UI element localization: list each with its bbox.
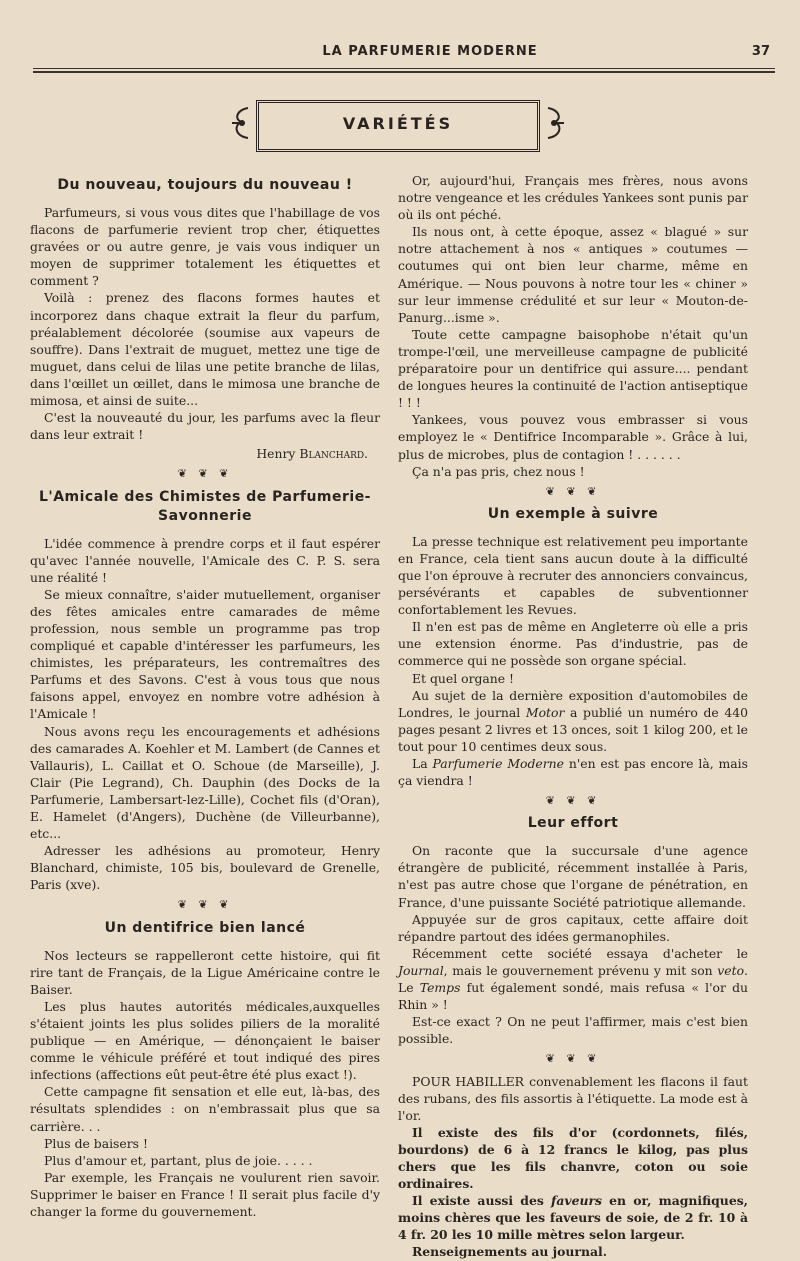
right-column — [398, 172, 748, 1261]
journal-name: Parfumerie Moderne — [432, 756, 564, 771]
paragraph — [398, 755, 748, 789]
paragraph: Nous avons reçu les encouragements et adhésions des camarades A. Koehler et M. Lambert (de Cannes et Vallauris), L. Caillat et O. Schoue (de Marseille), J. Clair (Pie Legrand), Ch. Dauphin (des Docks de la Parfumerie, Lambersart-lez-Lille), Cochet fils (d'Oran), E. Hamelet (d'Angers), Duchène (de Villeurbanne), etc... — [30, 723, 380, 842]
emphasis: faveurs — [551, 1193, 602, 1209]
paragraph: Se mieux connaître, s'aider mutuellement, organiser des fêtes amicales entre camarades de même profession, nous semble un programme pas trop compliqué et capable d'intéresser les parfumeurs, les chimistes, les préparateurs, les contremaîtres des Parfums et des Savons. C'est à vous tous que nous faisons appel, envoyez en nombre votre adhésion à l'Amicale ! — [30, 586, 380, 722]
paragraph: Ça n'a pas pris, chez nous ! — [412, 463, 585, 479]
paragraph — [398, 945, 748, 1013]
paragraph: Cette campagne fit sensation et elle eut, là-bas, des résultats splendides : on n'embrassait plus que sa carrière. . . — [30, 1084, 380, 1134]
paragraph — [398, 687, 748, 755]
section-banner — [228, 96, 568, 154]
signature — [30, 445, 380, 462]
paragraph: La presse technique est relativement peu importante en France, cela tient sans aucun doute à la difficulté que l'on éprouve à recruter des annonciers convaincus, persévérants et capables de subventionner confortablement les Revues. — [398, 533, 748, 618]
text-run: La — [412, 756, 433, 771]
signature-first-name: Henry — [256, 446, 296, 462]
text-run: Récemment cette société essaya d'acheter le — [412, 945, 748, 961]
fleuron-right-icon — [542, 104, 568, 142]
article-title: L'Amicale des Chimistes de Parfumerie-Savonnerie — [39, 488, 371, 524]
journal-name: Journal — [398, 962, 444, 978]
banner-frame — [256, 100, 540, 152]
paragraph: Or, aujourd'hui, Français mes frères, nous avons notre vengeance et les crédules Yankees sont punis par où ils ont péché. — [398, 173, 748, 223]
paragraph: Il existe des fils d'or (cordonnets, filés, bourdons) de 6 à 12 francs le kilog, pas plus chers que les fils chanvre, coton ou soie ordinaires. — [398, 1124, 748, 1192]
paragraph: On raconte que la succursale d'une agence étrangère de publicité, récemment installée à Paris, n'est pas autre chose que l'organe de pénétration, en France, d'une puissante Société patriotique allemande. — [398, 843, 748, 910]
paragraph: Yankees, vous pouvez vous embrasser si vous employez le « Dentifrice Incomparable ». Grâce à lui, plus de microbes, plus de contagion ! . . . . . . — [398, 412, 748, 462]
text-run: a publié un numéro de 440 pages pesant 2 livres et 13 onces, soit 1 kilog 200, et le tout pour 10 centimes deux sous. — [398, 704, 748, 754]
section-ornament: ❦ ❦ ❦ — [177, 467, 233, 481]
paragraph: Voilà : prenez des flacons formes hautes et incorporez dans chaque extrait la fleur du parfum, préalablement décolorée (soumise aux vapeurs de souffre). Dans l'extrait de muguet, mettez une tige de muguet, dans celui de lilas une petite branche de lilas, dans l'œillet un œillet, dans le mimosa une branche de mimosa, et ainsi de suite... — [30, 290, 380, 409]
text-run: en or, magnifiques, moins chères que les faveurs de soie, de 2 fr. 10 à 4 fr. 20 les 10 mille mètres selon largeur. — [398, 1193, 748, 1243]
text-run: Il existe aussi des — [412, 1193, 552, 1209]
section-ornament: ❦ ❦ ❦ — [545, 1052, 601, 1066]
paragraph: Et quel organe ! — [412, 670, 515, 686]
fleuron-left-icon — [228, 104, 254, 142]
text-run: n'en est pas encore là, mais ça viendra ! — [398, 756, 748, 789]
paragraph: POUR HABILLER convenablement les flacons il faut des rubans, des fils assortis à l'étiquette. La mode est à l'or. — [398, 1073, 748, 1123]
journal-name: Temps — [419, 980, 461, 996]
left-column — [30, 172, 380, 1220]
header-rule — [33, 68, 775, 69]
page-number: 37 — [751, 44, 770, 59]
article-title: Du nouveau, toujours du nouveau ! — [57, 177, 353, 193]
text-run: , mais le gouvernement prévenu y mit son — [443, 962, 718, 978]
paragraph: L'idée commence à prendre corps et il faut espérer qu'avec l'année nouvelle, l'Amicale des C. P. S. sera une réalité ! — [30, 535, 380, 585]
paragraph: Plus de baisers ! — [44, 1135, 148, 1151]
paragraph: Les plus hautes autorités médicales,auxquelles s'étaient joints les plus solides piliers de la moralité publique — en Amérique, — dénonçaient le baiser comme le véhicule préféré et tout indiqué des pires infections (affections eût peut-être été plus exact !). — [30, 998, 380, 1083]
paragraph: Appuyée sur de gros capitaux, cette affaire doit répandre partout des idées germanophiles. — [398, 911, 748, 944]
paragraph: Par exemple, les Français ne voulurent rien savoir. Supprimer le baiser en France ! Il serait plus facile d'y changer la forme du gouvernement. — [30, 1169, 380, 1219]
journal-name: Motor — [525, 704, 565, 720]
header-rule-thick — [33, 71, 775, 73]
paragraph: Est-ce exact ? On ne peut l'affirmer, mais c'est bien possible. — [398, 1014, 748, 1047]
paragraph: C'est la nouveauté du jour, les parfums avec la fleur dans leur extrait ! — [30, 410, 380, 443]
section-ornament: ❦ ❦ ❦ — [545, 794, 601, 808]
journal-title: LA PARFUMERIE MODERNE — [322, 44, 538, 59]
emphasis: veto — [717, 962, 745, 978]
section-ornament: ❦ ❦ ❦ — [545, 484, 601, 498]
text-run: . Le — [398, 962, 748, 996]
article-title: Un exemple à suivre — [487, 505, 659, 522]
article-title: Un dentifrice bien lancé — [104, 919, 306, 936]
paragraph: Il n'en est pas de même en Angleterre où elle a pris une extension énorme. Pas d'industrie, pas de commerce qui ne possède son organe spécial. — [398, 619, 748, 669]
paragraph: Nos lecteurs se rappelleront cette histoire, qui fit rire tant de Français, de la Ligue Américaine contre le Baiser. — [30, 947, 380, 997]
paragraph: Plus d'amour et, partant, plus de joie. . . . . — [44, 1152, 313, 1168]
paragraph: Adresser les adhésions au promoteur, Henry Blanchard, chimiste, 105 bis, boulevard de Grenelle, Paris (xve). — [30, 843, 380, 893]
paragraph — [398, 1192, 748, 1243]
signature-last-name: Blanchard. — [299, 446, 368, 462]
text-run: Au sujet de la dernière exposition d'automobiles de Londres, le journal — [398, 687, 748, 720]
paragraph: Ils nous ont, à cette époque, assez « blagué » sur notre attachement à nos « antiques » coutumes — coutumes qui ont bien leur charme, même en Amérique. — Nous pouvons à notre tour les « chiner » sur leur immense crédulité et sur leur « Mouton-de-Panurg...isme ». — [398, 224, 748, 325]
paragraph: Parfumeurs, si vous vous dites que l'habillage de vos flacons de parfumerie revient trop cher, étiquettes gravées or ou autre genre, je vais vous indiquer un moyen de supprimer totalement les étiquettes et comment ? — [30, 205, 380, 289]
paragraph: Toute cette campagne baisophobe n'était qu'un trompe-l'œil, une merveilleuse campagne de publicité préparatoire pour un dentifrice qui assure.... pendant de longues heures la continuité de l'action antiseptique ! ! ! — [398, 326, 748, 411]
text-run: fut également sondé, mais refusa « l'or du Rhin » ! — [398, 980, 748, 1013]
article-title: Leur effort — [527, 815, 619, 832]
running-head — [30, 44, 770, 66]
banner-title: VARIÉTÉS — [342, 114, 454, 133]
paragraph: Renseignements au journal. — [412, 1244, 608, 1260]
section-ornament: ❦ ❦ ❦ — [177, 898, 233, 912]
